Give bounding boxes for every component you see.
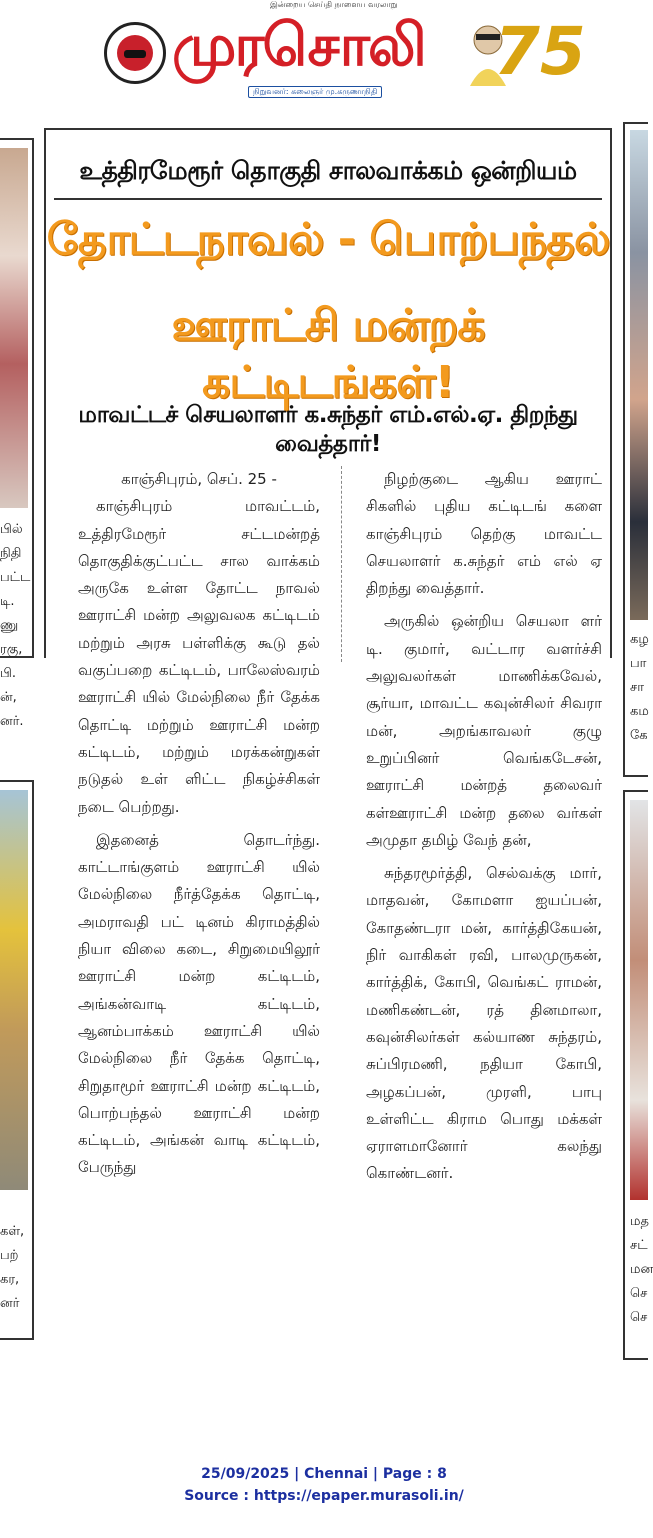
right-neighbor-text: கழ பா சா கம கே: [630, 632, 649, 743]
column-divider: [341, 466, 342, 662]
paragraph: நிழற்குடை ஆகிய ஊராட் சிகளில் புதிய கட்டிடங் களை காஞ்சிபுரம் தெற்கு மாவட்ட செயலாளர் க.சுந்தர் எம் எல் ஏ திறந்து வைத்தார்.: [366, 470, 602, 598]
anniversary-badge: [466, 6, 586, 96]
left-neighbor-text: பில் நிதி பட்ட டி. ணு ரகு, பி. ன், னர்.: [0, 522, 31, 729]
newspaper-logo: முரசொலி: [172, 11, 425, 79]
masthead: [0, 0, 648, 110]
dateline: காஞ்சிபுரம், செப். 25 -: [121, 470, 277, 488]
footer-edition-info: 25/09/2025 | Chennai | Page : 8: [201, 1466, 447, 1482]
left-neighbor-photo-2: [0, 790, 28, 1190]
paragraph: அருகில் ஒன்றிய செயலா ளர் டி. குமார், வட்டார வளர்ச்சி அலுவலர்கள் மாணிக்கவேல், சூர்யா, மாவட்ட கவுன்சிலர் சிவரா மன், அறங்காவலர் குழு உறுப்பினர் வெங்கடேசன், ஊராட்சி மன்றத் தலைவர் கள்ஊராட்சி மன்ற தலை வர்கள் அமுதா தமிழ் வேந் தன்,: [366, 612, 602, 849]
founder-line: நிறுவனர்: கலைஞர் மு.கருணாநிதி: [248, 86, 382, 98]
article-column-right: [366, 466, 602, 1188]
article-column-left: [78, 466, 320, 1182]
masthead-tagline: இன்றைய செய்தி நாளைய வரலாறு: [270, 0, 398, 9]
headline-line-2: ஊராட்சி மன்றக் கட்டிடங்கள்!: [171, 300, 485, 408]
footer-source-link[interactable]: Source : https://epaper.murasoli.in/: [184, 1488, 464, 1504]
paragraph: இதனைத் தொடர்ந்து. காட்டாங்குளம் ஊராட்சி யில் மேல்நிலை நீர்த்தேக்க தொட்டி, அமராவதி பட் டினம் கிராமத்தில் நியா விலை கடை, சிறுமையிலூர் ஊராட்சி மன்ற கட்டிடம், அங்கன்வாடி கட்டிடம், ஆனம்பாக்கம் ஊராட்சி யில் மேல்நிலை நீர் தேக்க தொட்டி, சிறுதாமூர் ஊராட்சி மன்ற கட்டிடம், பொற்பந்தல் ஊராட்சி மன்ற கட்டிடம், அங்கன் வாடி கட்டிடம், பேருந்து: [78, 830, 320, 1177]
right-neighbor-photo-2: [630, 800, 648, 1200]
article-subhead: மாவட்டச் செயலாளர் க.சுந்தர் எம்.எல்.ஏ. திறந்து வைத்தார்!: [78, 402, 578, 457]
anniversary-number: 75: [494, 13, 586, 90]
article-kicker: உத்திரமேரூர் தொகுதி சாலவாக்கம் ஒன்றியம்: [79, 156, 577, 185]
headline-line-1: தோட்டநாவல் - பொற்பந்தல்: [46, 214, 610, 265]
paragraph: சுந்தரமூர்த்தி, செல்வக்கு மார், மாதவன், கோமளா ஐயப்பன், கோதண்டரா மன், கார்த்திகேயன், நிர் வாகிகள் ரவி, பாலமுருகன், கார்த்திக், கோபி, வெங்கட் ராமன், மணிகண்டன், ரத் தினமாலா, கவுன்சிலர்கள் கல்யாண சுந்தரம், சுப்பிரமணி, நதியா கோபி, அழகப்பன், முரளி, பாபு உள்ளிட்ட கிராம பொது மக்கள் ஏராளமானோர் கலந்து கொண்டனர்.: [366, 864, 602, 1183]
left-neighbor-photo: [0, 148, 28, 508]
paragraph: காஞ்சிபுரம் மாவட்டம், உத்திரமேரூர் சட்டமன்றத் தொகுதிக்குட்பட்ட சால வாக்கம் அருகே உள்ள தோட்ட நாவல் ஊராட்சி மன்ற அலுவலக கட்டிடம் மற்றும் அரசு பள்ளிக்கு கூடு தல் வகுப்பறை கட்டிடம், பாலேஸ்வரம் ஊராட்சி யில் மேல்நிலை நீர் தேக்க தொட்டி மற்றும் ஊராட்சி மன்ற கட்டிடம், மற்றும் மரக்கன்றுகள் நடுதல் உள் ளிட்ட நிகழ்ச்சிகள் நடை பெற்றது.: [78, 497, 320, 816]
kicker-divider: [54, 198, 602, 200]
party-emblem-icon: [104, 22, 166, 84]
left-neighbor-text-2: கள், பற் கர, னர்: [0, 1224, 25, 1311]
right-neighbor-text-2: மத சட் மன செ செ: [630, 1214, 653, 1325]
right-neighbor-photo: [630, 130, 648, 620]
